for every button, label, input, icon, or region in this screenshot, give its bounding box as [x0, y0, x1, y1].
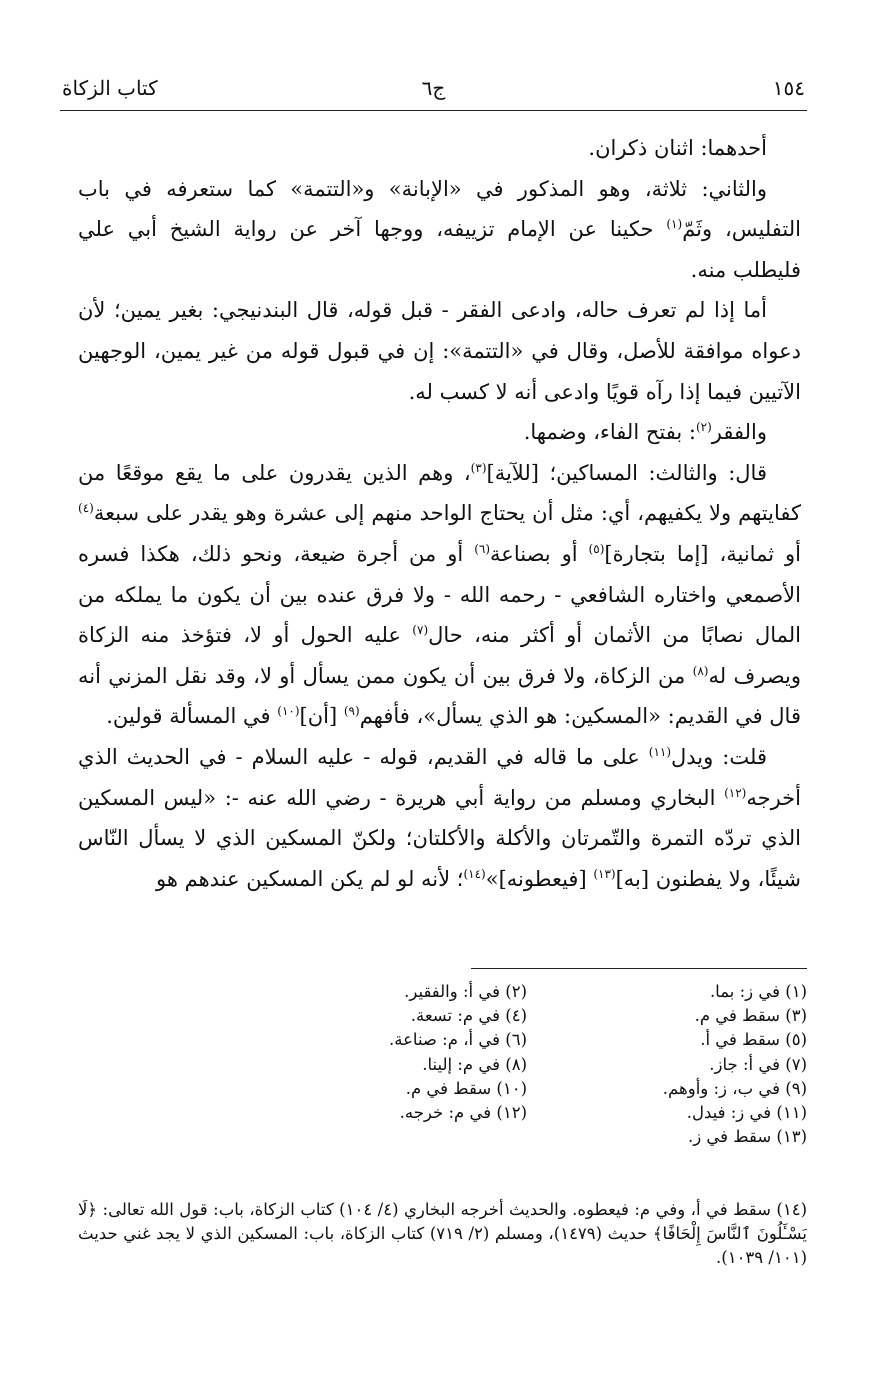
footnote-item: (٥) سقط في أ.: [700, 1030, 807, 1050]
text-segment: أحدهما: اثنان ذكران.: [588, 136, 767, 160]
footnote-item: (٩) في ب، ز: وأوهم.: [662, 1078, 807, 1098]
volume-label: ج٦: [421, 76, 446, 100]
text-segment: البخاري ومسلم من رواية أبي هريرة - رضي الله عنه -: «ليس المسكين الذي تردّه التمرة والتّمرتان والأكلة والأكلتان؛ ولكنّ المسكين الذي لا يسأل النّاس شيئًا، ولا يفطنون [به]: [78, 785, 801, 891]
footnote-item: (٤) في م: تسعة.: [410, 1006, 527, 1026]
text-segment: [أن]: [299, 704, 344, 729]
paragraph: [78, 290, 801, 412]
paragraph: [78, 453, 801, 737]
main-text: [78, 128, 801, 899]
footnote-item: (٣) سقط في م.: [694, 1006, 807, 1026]
footnote-marker: (٣): [470, 460, 487, 475]
footnote-item: (٢) في أ: والفقير.: [404, 982, 527, 1001]
text-segment: ؛ لأنه لو لم يكن المسكين عندهم هو: [156, 866, 464, 891]
text-segment: عليه الحول أو لا، فتؤخذ منه الزكاة ويصرف له: [78, 623, 801, 688]
paragraph: [78, 169, 801, 291]
footnote-marker: (٧): [412, 623, 429, 638]
footnote-marker: (١٢): [724, 785, 747, 800]
text-segment: والثاني: ثلاثة، وهو المذكور في «الإبانة» و«التتمة» كما ستعرفه في باب التفليس، وثَمّ: [78, 176, 801, 242]
footnote-marker: (٦): [474, 541, 491, 556]
footnote-item: (١٠) سقط في م.: [405, 1078, 527, 1098]
footnote-divider: [471, 968, 807, 969]
text-segment: ، وهم الذين يقدرون على ما يقع موقعًا من كفايتهم ولا يكفيهم، أي: مثل أن يحتاج الواحد منهم إلى عشرة وهو يقدر على سبعة: [78, 460, 801, 526]
footnote-item: (١٣) سقط في ز.: [687, 1127, 807, 1147]
footnote-marker: (٤): [78, 501, 94, 516]
text-segment: على ما قاله في القديم، قوله - عليه السلام - في الحديث الذي أخرجه: [78, 744, 801, 810]
text-segment: قال: والثالث: المساكين؛ [للآية]: [486, 460, 767, 485]
footnote-item: (١) في ز: بما.: [709, 982, 807, 1001]
book-title: كتاب الزكاة: [62, 76, 158, 100]
text-segment: من الزكاة، ولا فرق بين أن يكون ممن يسأل أو لا، وقد نقل المزني أنه قال في القديم: «المسكين: هو الذي يسأل»، فأفهم: [78, 663, 801, 729]
footnote-item: (٦) في أ، م: صناعة.: [388, 1030, 527, 1050]
text-segment: قلت: ويدل: [671, 744, 767, 769]
paragraph: [78, 128, 801, 169]
footnote-item: (٨) في م: إلينا.: [422, 1054, 527, 1074]
footnote-marker: (٢): [695, 420, 712, 435]
text-segment: : بفتح الفاء، وضمها.: [523, 420, 696, 445]
footnote-item: (١١) في ز: فيدل.: [686, 1103, 807, 1123]
footnote-marker: (٥): [588, 541, 605, 556]
footnote-14: (١٤) سقط في أ، وفي م: فيعطوه. والحديث أخرجه البخاري (٤/ ١٠٤) كتاب الزكاة، باب: قول الله تعالى: ﴿لَا يَسْـَٔلُونَ ٱلنَّاسَ إِلْحَافًا﴾ حديث (١٤٧٩)، ومسلم (٢/ ٧١٩) كتاب الزكاة، باب: المسكين الذي لا يجد غني حديث (١٠١/ ١٠٣٩).: [78, 1200, 807, 1268]
running-header: [62, 68, 805, 108]
footnote-marker: (٨): [692, 663, 709, 678]
footnote-marker: (١٣): [593, 866, 616, 881]
footnote-marker: (١): [666, 217, 683, 232]
text-segment: أما إذا لم تعرف حاله، وادعى الفقر - قبل قوله، قال البندنيجي: بغير يمين؛ لأن دعواه موافقة للأصل، وقال في «التتمة»: إن في قبول قوله من غير يمين، الوجهين الآتيين فيما إذا رآه قويًا وادعى أنه لا كسب له.: [78, 298, 801, 404]
text-segment: والفقر: [711, 420, 767, 445]
text-segment: أو من أجرة ضيعة، ونحو ذلك، هكذا فسره الأصمعي واختاره الشافعي - رحمه الله - ولا فرق عنده بين أن يكون ما يملكه من المال نصابًا من الأثمان أو أكثر منه، حال: [78, 541, 801, 648]
footnote-marker: (١١): [648, 744, 672, 759]
footnote-marker: (١٤): [463, 866, 486, 881]
footnote-item: (٧) في أ: جاز.: [709, 1054, 807, 1074]
text-segment: أو ثمانية، [إما بتجارة]: [604, 541, 802, 566]
footnote-item: (١٢) في م: خرجه.: [399, 1103, 527, 1123]
text-segment: أو بصناعة: [490, 541, 589, 566]
header-divider: [60, 110, 807, 111]
text-segment: حكينا عن الإمام تزييفه، ووجها آخر عن رواية الشيخ أبي علي فليطلب منه.: [78, 217, 801, 282]
footnote-marker: (٩): [343, 704, 360, 719]
footnotes: [247, 980, 807, 1149]
footnote-marker: (١٠): [277, 704, 300, 719]
paragraph: [78, 412, 801, 453]
text-segment: في المسألة قولين.: [106, 704, 278, 729]
text-segment: [فيعطونه]»: [485, 866, 594, 891]
page-number: ١٥٤: [772, 76, 805, 100]
paragraph: [78, 737, 801, 899]
